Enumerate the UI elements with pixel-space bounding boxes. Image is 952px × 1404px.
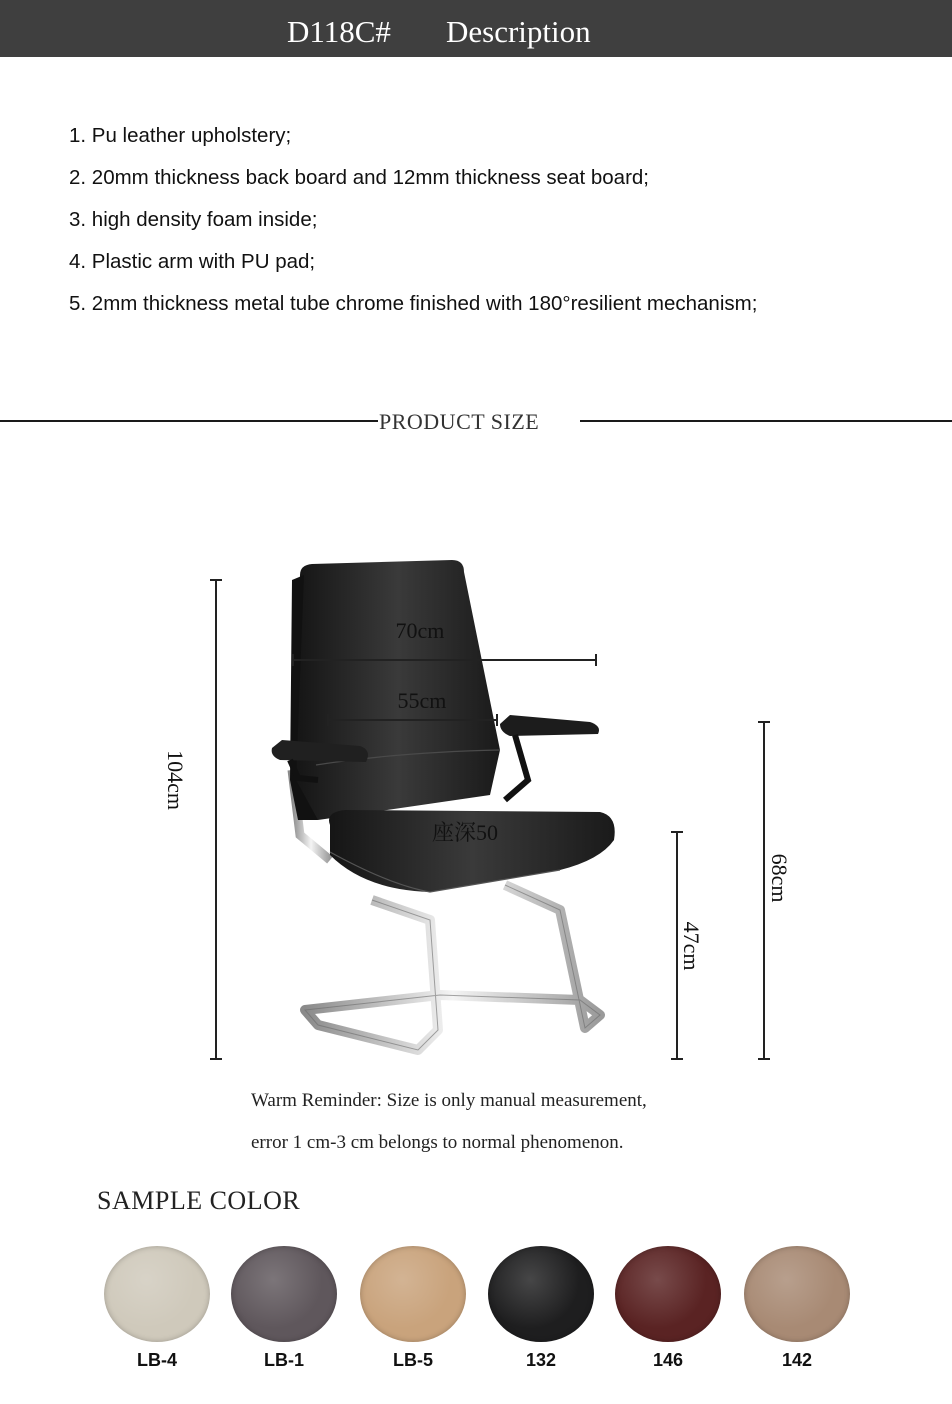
swatch-132 xyxy=(488,1246,594,1342)
swatch-label: LB-1 xyxy=(264,1350,304,1370)
swatch-label: LB-5 xyxy=(393,1350,433,1370)
spec-item: 2. 20mm thickness back board and 12mm thickness seat board; xyxy=(69,166,649,189)
swatch-label: LB-4 xyxy=(137,1350,177,1370)
dim-seat-width: 55cm xyxy=(397,688,447,713)
spec-item: 5. 2mm thickness metal tube chrome finished with 180°resilient mechanism; xyxy=(69,292,758,315)
reminder-line-1: Warm Reminder: Size is only manual measurement, xyxy=(251,1090,647,1111)
chair-arm-right xyxy=(500,715,599,736)
swatch-label: 142 xyxy=(781,1350,813,1370)
dim-total-height: 104cm xyxy=(163,750,188,810)
swatch-146 xyxy=(615,1246,721,1342)
dim-arm-height: 68cm xyxy=(767,853,792,903)
swatch-label: 146 xyxy=(652,1350,684,1370)
swatch-lb-5 xyxy=(360,1246,466,1342)
dim-overall-width: 70cm xyxy=(395,618,445,643)
model-code: D118C# xyxy=(287,14,391,49)
spec-item: 3. high density foam inside; xyxy=(69,208,318,231)
swatch-lb-1 xyxy=(231,1246,337,1342)
header-bar xyxy=(0,0,952,57)
dim-seat-height: 47cm xyxy=(679,921,704,971)
spec-item: 4. Plastic arm with PU pad; xyxy=(69,250,316,273)
spec-list xyxy=(69,120,757,330)
section-title: Description xyxy=(446,14,591,49)
swatch-142 xyxy=(744,1246,850,1342)
chair-base xyxy=(305,885,600,1050)
dim-seat-depth: 座深50 xyxy=(431,820,499,845)
product-size-title: PRODUCT SIZE xyxy=(379,409,540,434)
swatch-label: 132 xyxy=(525,1350,557,1370)
spec-item: 1. Pu leather upholstery; xyxy=(69,124,292,147)
chair-dimension-figure xyxy=(0,480,952,1080)
sample-color-title: SAMPLE COLOR xyxy=(97,1186,301,1215)
reminder-line-2: error 1 cm-3 cm belongs to normal phenomenon. xyxy=(251,1132,624,1153)
swatch-lb-4 xyxy=(104,1246,210,1342)
divider-right xyxy=(580,420,952,422)
divider-left xyxy=(0,420,378,422)
